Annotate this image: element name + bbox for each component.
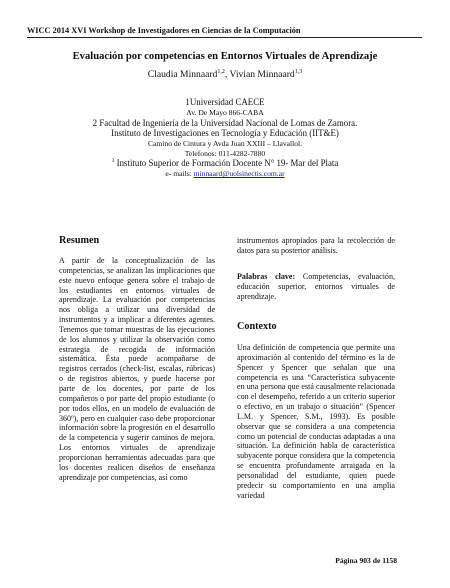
affiliation-name: Instituto Superior de Formación Docente N° 19- Mar del Plata (116, 158, 339, 168)
keywords-label: Palabras clave: (237, 272, 296, 281)
author-line (0, 69, 450, 80)
context-paragraph: Una definición de competencia que permite una aproximación al contenido del término es la de Spencer y Spencer que señalan que una competencia es una “Característica subyacente en una persona que está causalmente relacionada con el desempeño, referido a un criterio superior o efectivo, en un trabajo o situación” (Spencer L.M. y Spencer, S.M., 1993). Es posible observar que se considera a una competencia como un potencial de conductas adaptadas a una situación. La definición habla de característica subyacente porque considera que la competencia se encuentra profundamente arraigada en la personalidad del estudiante, quien puede predecir su comportamiento en una amplia variedad (237, 343, 396, 500)
abstract-paragraph: A partir de la conceptualización de las competencias, se analizan las implicaciones que este nuevo enfoque genera sobre el trabajo de los estudiantes en entornos virtuales de aprendizaje. La evaluación por competencias nos obliga a utilizar una diversidad de instrumentos y a implicar a diferentes agentes. Tenemos que tomar muestras de las ejecuciones de los alumnos y utilizar la observación como estrategia de recogida de información sistemática. Ésta puede acompañarse de registros cerrados (check-list, escalas, rúbricas) o de registros abiertos, y puede hacerse por parte de los docentes, por parte de los compañeros o por parte del propio estudiante (o por todos ellos, en un modelo de evaluación de 360º), pero en cualquier caso debe proporcionar información sobre la progresión en el desarrollo de la competencia y sugerir caminos de mejora. Los entornos virtuales de aprendizaje proporcionan herramientas adecuadas para que los docentes realicen diseños de enseñanza aprendizaje por competencias, así como (59, 256, 216, 482)
abstract-body (59, 256, 215, 482)
keywords-block (237, 272, 395, 302)
affiliation-number: 3 (111, 158, 115, 165)
affiliation-name: Facultad de Ingeniería de la Universidad Nacional de Lomas de Zamora. (99, 118, 358, 128)
page-number-footer: Página 903 de 1158 (335, 556, 397, 565)
author-name: Claudia Minnaard (147, 69, 218, 81)
author-separator: , (224, 69, 230, 81)
affiliation-address: Camino de Cintura y Avda Juan XXIII – Llavallol. (147, 139, 303, 148)
paper-title: Evaluación por competencias en Entornos Virtuales de Aprendizaje (72, 51, 378, 62)
keywords-paragraph: Palabras clave: Competencias, evaluación, educación superior, entornos virtuales de aprendizaje. (237, 272, 395, 301)
context-heading: Contexto (237, 321, 277, 332)
header-rule (27, 37, 422, 38)
abstract-continued (237, 236, 395, 256)
affiliation-institute: Instituto de Investigaciones en Tecnología y Educación (IIT&E) (111, 128, 339, 138)
affiliation-address: Av. De Mayo 866-CABA (186, 108, 264, 117)
abstract-paragraph-continued: instrumentos apropiados para la recolección de datos para su posterior análisis. (237, 236, 395, 255)
author-affiliation-marker: 1,2 (217, 69, 225, 75)
affiliation-number: 2 (92, 118, 98, 128)
context-body (237, 343, 395, 501)
author-affiliation-marker: 1,3 (294, 69, 303, 75)
email-link[interactable]: minnaard@uolsinectis.com.ar (193, 169, 285, 178)
email-line (0, 169, 450, 178)
running-header: WICC 2014 XVI Workshop de Investigadores en Ciencias de la Computación (27, 26, 301, 35)
affiliation-1 (0, 97, 450, 107)
affiliation-number: 1 (185, 97, 190, 107)
author-name: Vivian Minnaard (229, 69, 295, 81)
affiliation-phone: Telefonos: 011-4282-7880 (184, 149, 266, 158)
abstract-heading: Resumen (59, 235, 100, 246)
affiliation-2 (0, 118, 450, 128)
abstract-heading-block (59, 236, 215, 246)
email-label: e- mails: (165, 169, 194, 178)
affiliation-name: Universidad CAECE (189, 97, 265, 107)
affiliation-3 (0, 158, 450, 168)
context-heading-block (237, 322, 395, 332)
